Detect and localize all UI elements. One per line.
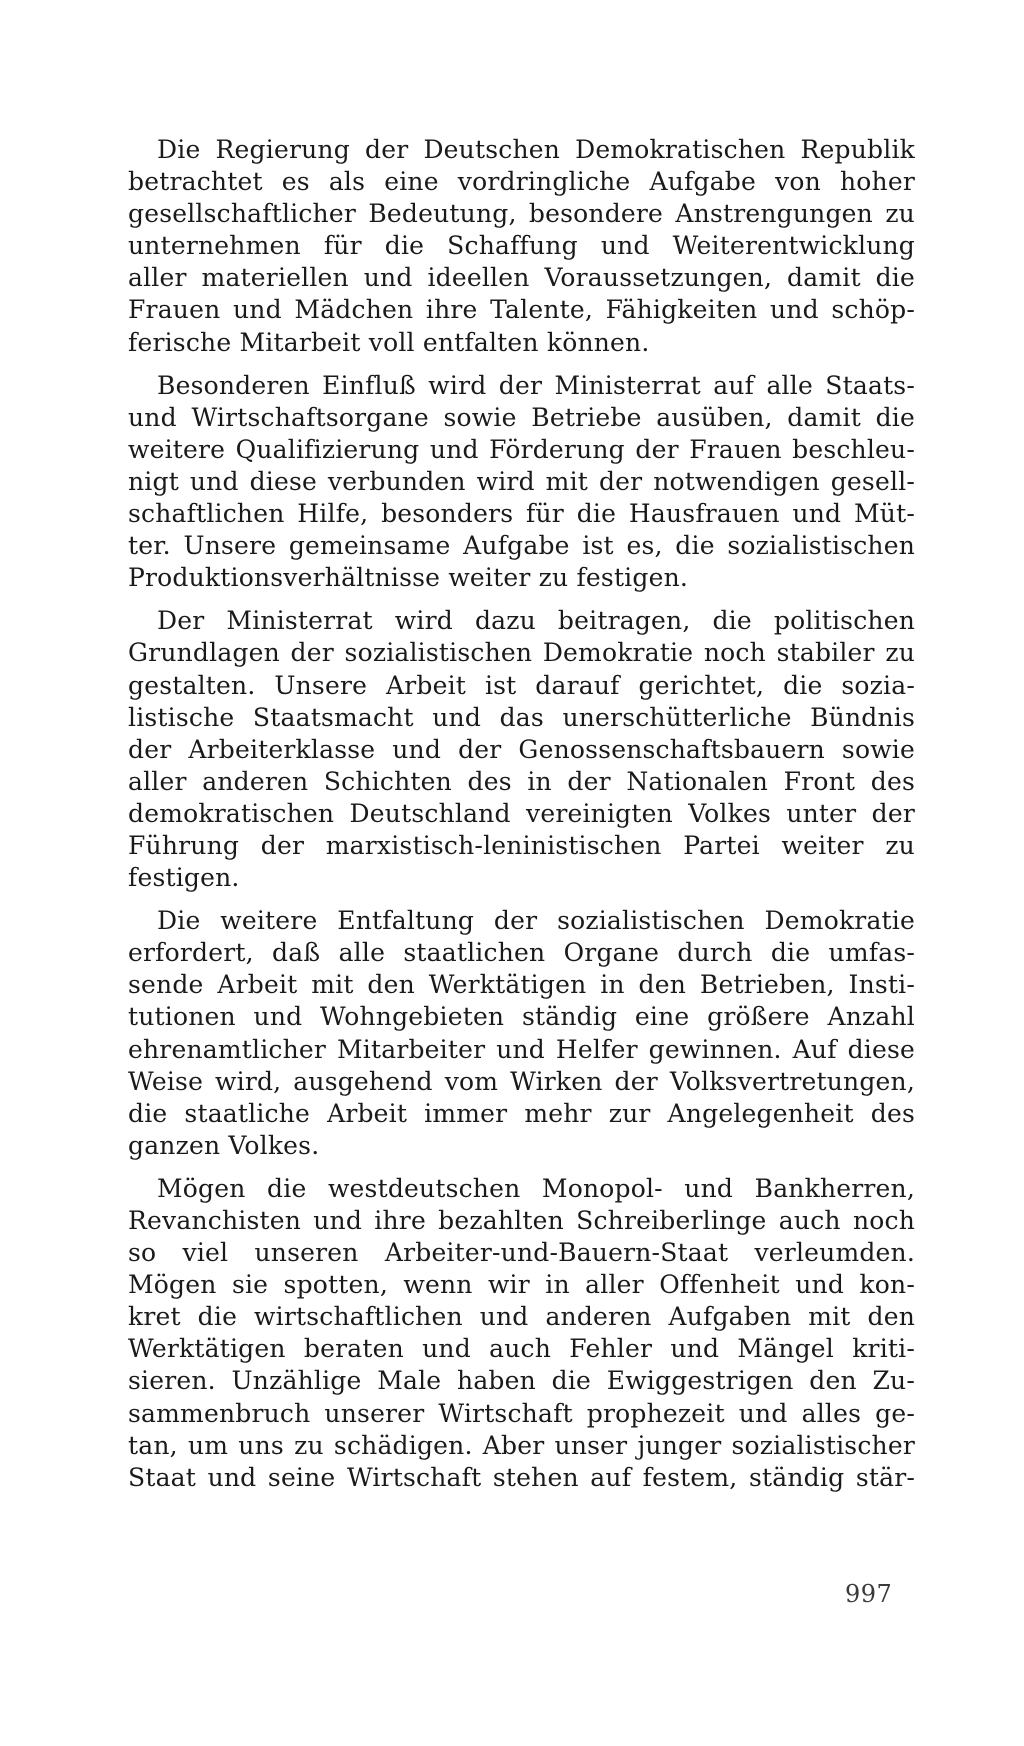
text-line: und Wirtschaftsorgane sowie Betriebe ausüben, damit die [128, 402, 915, 432]
text-line: ferische Mitarbeit voll entfalten können. [128, 327, 650, 357]
text-line: betrachtet es als eine vordringliche Aufgabe von hoher [128, 167, 915, 197]
text-line: nigt und diese verbunden wird mit der notwendigen gesell- [128, 466, 915, 496]
text-line: ter. Unsere gemeinsame Aufgabe ist es, die sozialistischen [128, 531, 915, 561]
text-line: Der Ministerrat wird dazu beitragen, die politischen [157, 606, 915, 636]
paragraph-4 [128, 905, 915, 1162]
text-line: tan, um uns zu schädigen. Aber unser junger sozialistischer [128, 1430, 915, 1460]
text-line: sende Arbeit mit den Werktätigen in den Betrieben, Insti- [128, 970, 915, 1000]
text-line: demokratischen Deutschland vereinigten Volkes unter der [128, 798, 915, 828]
text-line: listische Staatsmacht und das unerschütterliche Bündnis [128, 702, 915, 732]
body-text [128, 134, 915, 1494]
page-number: 997 [845, 1580, 893, 1608]
text-line: Mögen die westdeutschen Monopol- und Bankherren, [157, 1173, 915, 1203]
text-line: aller anderen Schichten des in der Nationalen Front des [128, 766, 915, 796]
paragraph-2 [128, 370, 915, 595]
text-line: weitere Qualifizierung und Förderung der Frauen beschleu- [128, 434, 915, 464]
text-line: Staat und seine Wirtschaft stehen auf festem, ständig stär- [128, 1462, 915, 1492]
text-line: sieren. Unzählige Male haben die Ewiggestrigen den Zu- [128, 1366, 915, 1396]
text-line: gestalten. Unsere Arbeit ist darauf gerichtet, die sozia- [128, 670, 915, 700]
text-line: Die Regierung der Deutschen Demokratischen Republik [157, 135, 915, 164]
text-line: ehrenamtlicher Mitarbeiter und Helfer gewinnen. Auf diese [128, 1034, 915, 1064]
paragraph-3 [128, 605, 915, 894]
text-line: Grundlagen der sozialistischen Demokratie noch stabiler zu [128, 638, 915, 668]
text-line: unternehmen für die Schaffung und Weiterentwicklung [128, 231, 915, 261]
text-line: erfordert, daß alle staatlichen Organe durch die umfas- [128, 938, 915, 968]
text-line: aller materiellen und ideellen Voraussetzungen, damit die [128, 263, 915, 293]
text-line: Die weitere Entfaltung der sozialistischen Demokratie [157, 906, 915, 936]
text-line: Führung der marxistisch-leninistischen Partei weiter zu [128, 830, 915, 860]
paragraph-1 [128, 134, 915, 359]
text-line: Mögen sie spotten, wenn wir in aller Offenheit und kon- [128, 1270, 915, 1300]
text-line: Revanchisten und ihre bezahlten Schreiberlinge auch noch [128, 1206, 915, 1235]
text-line: festigen. [128, 863, 240, 893]
text-line: ganzen Volkes. [128, 1130, 320, 1160]
text-line: Weise wird, ausgehend vom Wirken der Volksvertretungen, [128, 1066, 915, 1096]
paragraph-5 [128, 1173, 915, 1494]
text-line: der Arbeiterklasse und der Genossenschaftsbauern sowie [128, 734, 915, 764]
text-line: die staatliche Arbeit immer mehr zur Angelegenheit des [128, 1098, 915, 1128]
text-line: Werktätigen beraten und auch Fehler und Mängel kriti- [128, 1334, 915, 1364]
text-line: Produktionsverhältnisse weiter zu festigen. [128, 563, 689, 593]
text-line: so viel unseren Arbeiter-und-Bauern-Staat verleumden. [128, 1238, 915, 1268]
text-line: sammenbruch unserer Wirtschaft prophezeit und alles ge- [128, 1398, 915, 1428]
text-line: gesellschaftlicher Bedeutung, besondere Anstrengungen zu [128, 199, 915, 229]
text-line: Besonderen Einfluß wird der Ministerrat auf alle Staats- [157, 370, 915, 400]
text-line: Frauen und Mädchen ihre Talente, Fähigkeiten und schöp- [128, 295, 915, 325]
text-line: tutionen und Wohngebieten ständig eine größere Anzahl [128, 1002, 915, 1032]
text-line: schaftlichen Hilfe, besonders für die Hausfrauen und Müt- [128, 499, 915, 529]
text-line: kret die wirtschaftlichen und anderen Aufgaben mit den [128, 1302, 915, 1332]
